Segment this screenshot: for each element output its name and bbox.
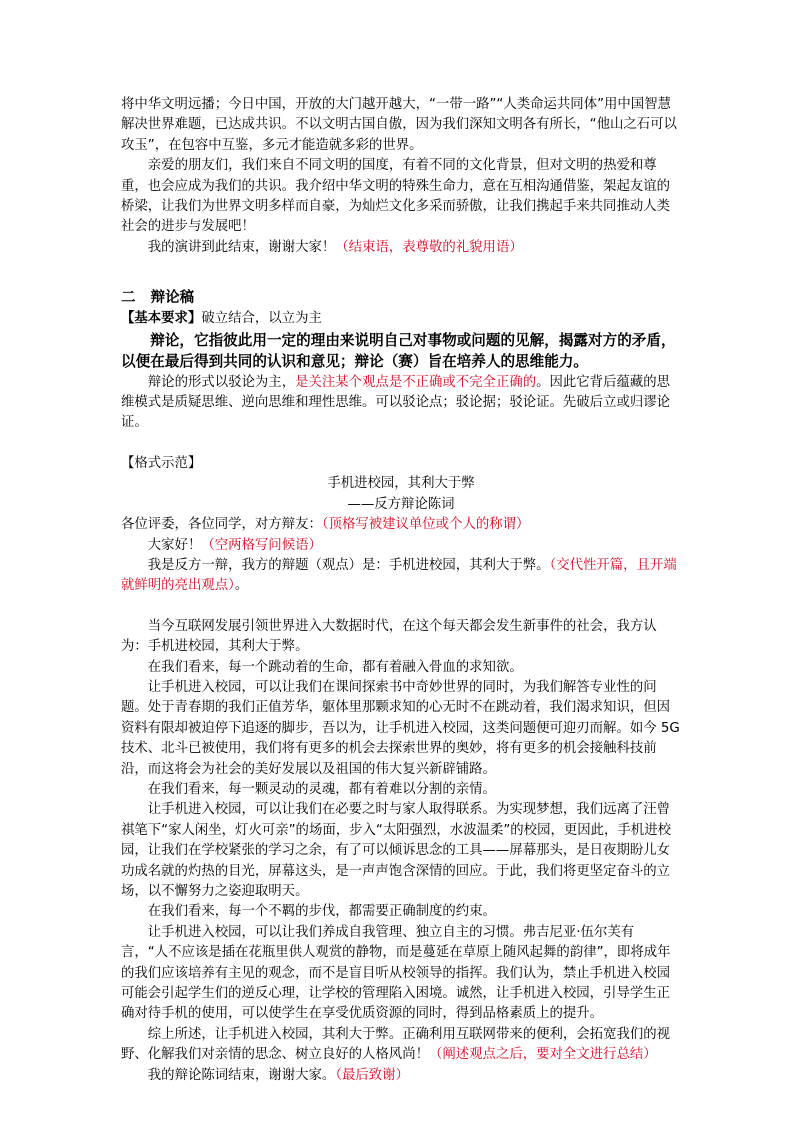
debate-definition: 辩论，它指彼此用一定的理由来说明自己对事物或问题的见解，揭露对方的矛盾，以便在最后得到共同的认识和意见；辩论（赛）旨在培养人的思维能力。 xyxy=(121,331,676,371)
stance: 我是反方一辩，我方的辩题（观点）是：手机进校园，其利大于弊。（交代性开篇，且开端就鲜明的亮出观点）。 xyxy=(121,557,677,594)
annotation-note: （最后致谢） xyxy=(335,1067,409,1083)
annotation-note: （交代性开篇，且开端就鲜明的亮出观点） xyxy=(121,557,677,594)
annotation-note: （顶格写被建议单位或个人的称谓） xyxy=(321,517,530,533)
document-page xyxy=(121,95,681,1086)
annotation-note: （结束语，表尊敬的礼貌用语） xyxy=(335,239,523,255)
body-paragraph: 让手机进入校园，可以让我们在课间探索书中奇妙世界的同时，为我们解答专业性的问题。处于青春期的我们正值芳华，躯体里那颗求知的心无时不在跳动着，我们渴求知识，但因资料有限却被迫停下追逐的脚步，吾以为，让手机进入校园，这类问题便可迎刃而解。如今 5G 技术、北斗已被使用，我们将有更多的机会去探索世界的奥妙，将有更多的机会接触科技前沿，而这将会为社会的美好发展以及祖国的伟大复兴新辟铺路。 xyxy=(121,679,680,777)
section-heading: 二 辩论稿 xyxy=(121,290,195,307)
annotation-note: （阐述观点之后，要对全文进行总结） xyxy=(428,1047,657,1063)
body-paragraph: 让手机进入校园，可以让我们养成自我管理、独立自主的习惯。弗吉尼亚·伍尔芙有言，“人不应该是插在花瓶里供人观赏的静物，而是蔓延在草原上随风起舞的韵律”，即将成年的我们应该培养有主见的观念，而不是盲目听从校领导的指挥。我们认为，禁止手机进入校园可能会引起学生们的逆反心理，让学校的管理陷入困境。诚然，让手机进入校园，引导学生正确对待手机的使用，可以使学生在享受优质资源的同时，得到品格素质上的提升。 xyxy=(121,924,671,1022)
debate-form: 辩论的形式以驳论为主，是关注某个观点是不正确或不完全正确的。因此它背后蕴藏的思维模式是质疑思维、逆向思维和理性思维。可以驳论点；驳论据；驳论证。先破后立或归谬论证。 xyxy=(121,374,671,431)
closing-thanks: 我的辩论陈词结束，谢谢大家。（最后致谢） xyxy=(147,1067,409,1083)
speech-paragraph: 亲爱的朋友们，我们来自不同文明的国度，有着不同的文化背景，但对文明的热爱和尊重，也会应成为我们的共识。我介绍中华文明的特殊生命力，意在互相沟通借鉴，架起友谊的桥梁，让我们为世界文明多样而自豪，为灿烂文化多采而骄傲，让我们携起手来共同推动人类社会的进步与发展吧！ xyxy=(121,158,671,235)
basic-requirement: 【基本要求】破立结合，以立为主 xyxy=(121,311,322,327)
speech-closing: 我的演讲到此结束，谢谢大家！（结束语，表尊敬的礼貌用语） xyxy=(147,239,523,255)
body-paragraph: 在我们看来，每一个跳动着的生命，都有着融入骨血的求知欲。 xyxy=(147,659,523,675)
body-paragraph: 在我们看来，每一个不羁的步伐，都需要正确制度的约束。 xyxy=(147,904,496,920)
speech-paragraph: 将中华文明远播；今日中国，开放的大门越开越大，“一带一路”“人类命运共同体”用中国智慧解决世界难题，已达成共识。不以文明古国自傲，因为我们深知文明各有所长，“他山之石可以攻玉”，在包容中互鉴，多元才能造就多彩的世界。 xyxy=(121,97,677,153)
debate-title: 手机进校园，其利大于弊 xyxy=(327,476,475,492)
summary-paragraph: 综上所述，让手机进入校园，其利大于弊。正确利用互联网带来的便利，会拓宽我们的视野、化解我们对亲情的思念、树立良好的人格风尚！（阐述观点之后，要对全文进行总结） xyxy=(121,1026,671,1063)
debate-subtitle: ——反方辩论陈词 xyxy=(347,496,455,512)
greeting: 各位评委，各位同学，对方辩友：（顶格写被建议单位或个人的称谓） xyxy=(121,517,530,533)
body-paragraph: 让手机进入校园，可以让我们在必要之时与家人取得联系。为实现梦想，我们远离了汪曾祺笔下“家人闲坐，灯火可亲”的场面，步入“太阳强烈，水波温柔”的校园，更因此，手机进校园，让我们在学校紧张的学习之余，有了可以倾诉思念的工具——屏幕那头，是日夜期盼儿女功成名就的灼热的目光，屏幕这头，是一声声饱含深情的回应。于此，我们将更坚定奋斗的立场，以不懈努力之姿迎取明天。 xyxy=(121,802,671,899)
body-paragraph: 在我们看来，每一颗灵动的灵魂，都有着难以分割的亲情。 xyxy=(147,781,496,797)
body-paragraph: 当今互联网发展引领世界进入大数据时代，在这个每天都会发生新事件的社会，我方认为：手机进校园，其利大于弊。 xyxy=(121,618,657,655)
hello: 大家好！（空两格写问候语） xyxy=(147,537,322,553)
annotation-note: （空两格写问候语） xyxy=(201,537,322,553)
example-label: 【格式示范】 xyxy=(121,455,202,471)
